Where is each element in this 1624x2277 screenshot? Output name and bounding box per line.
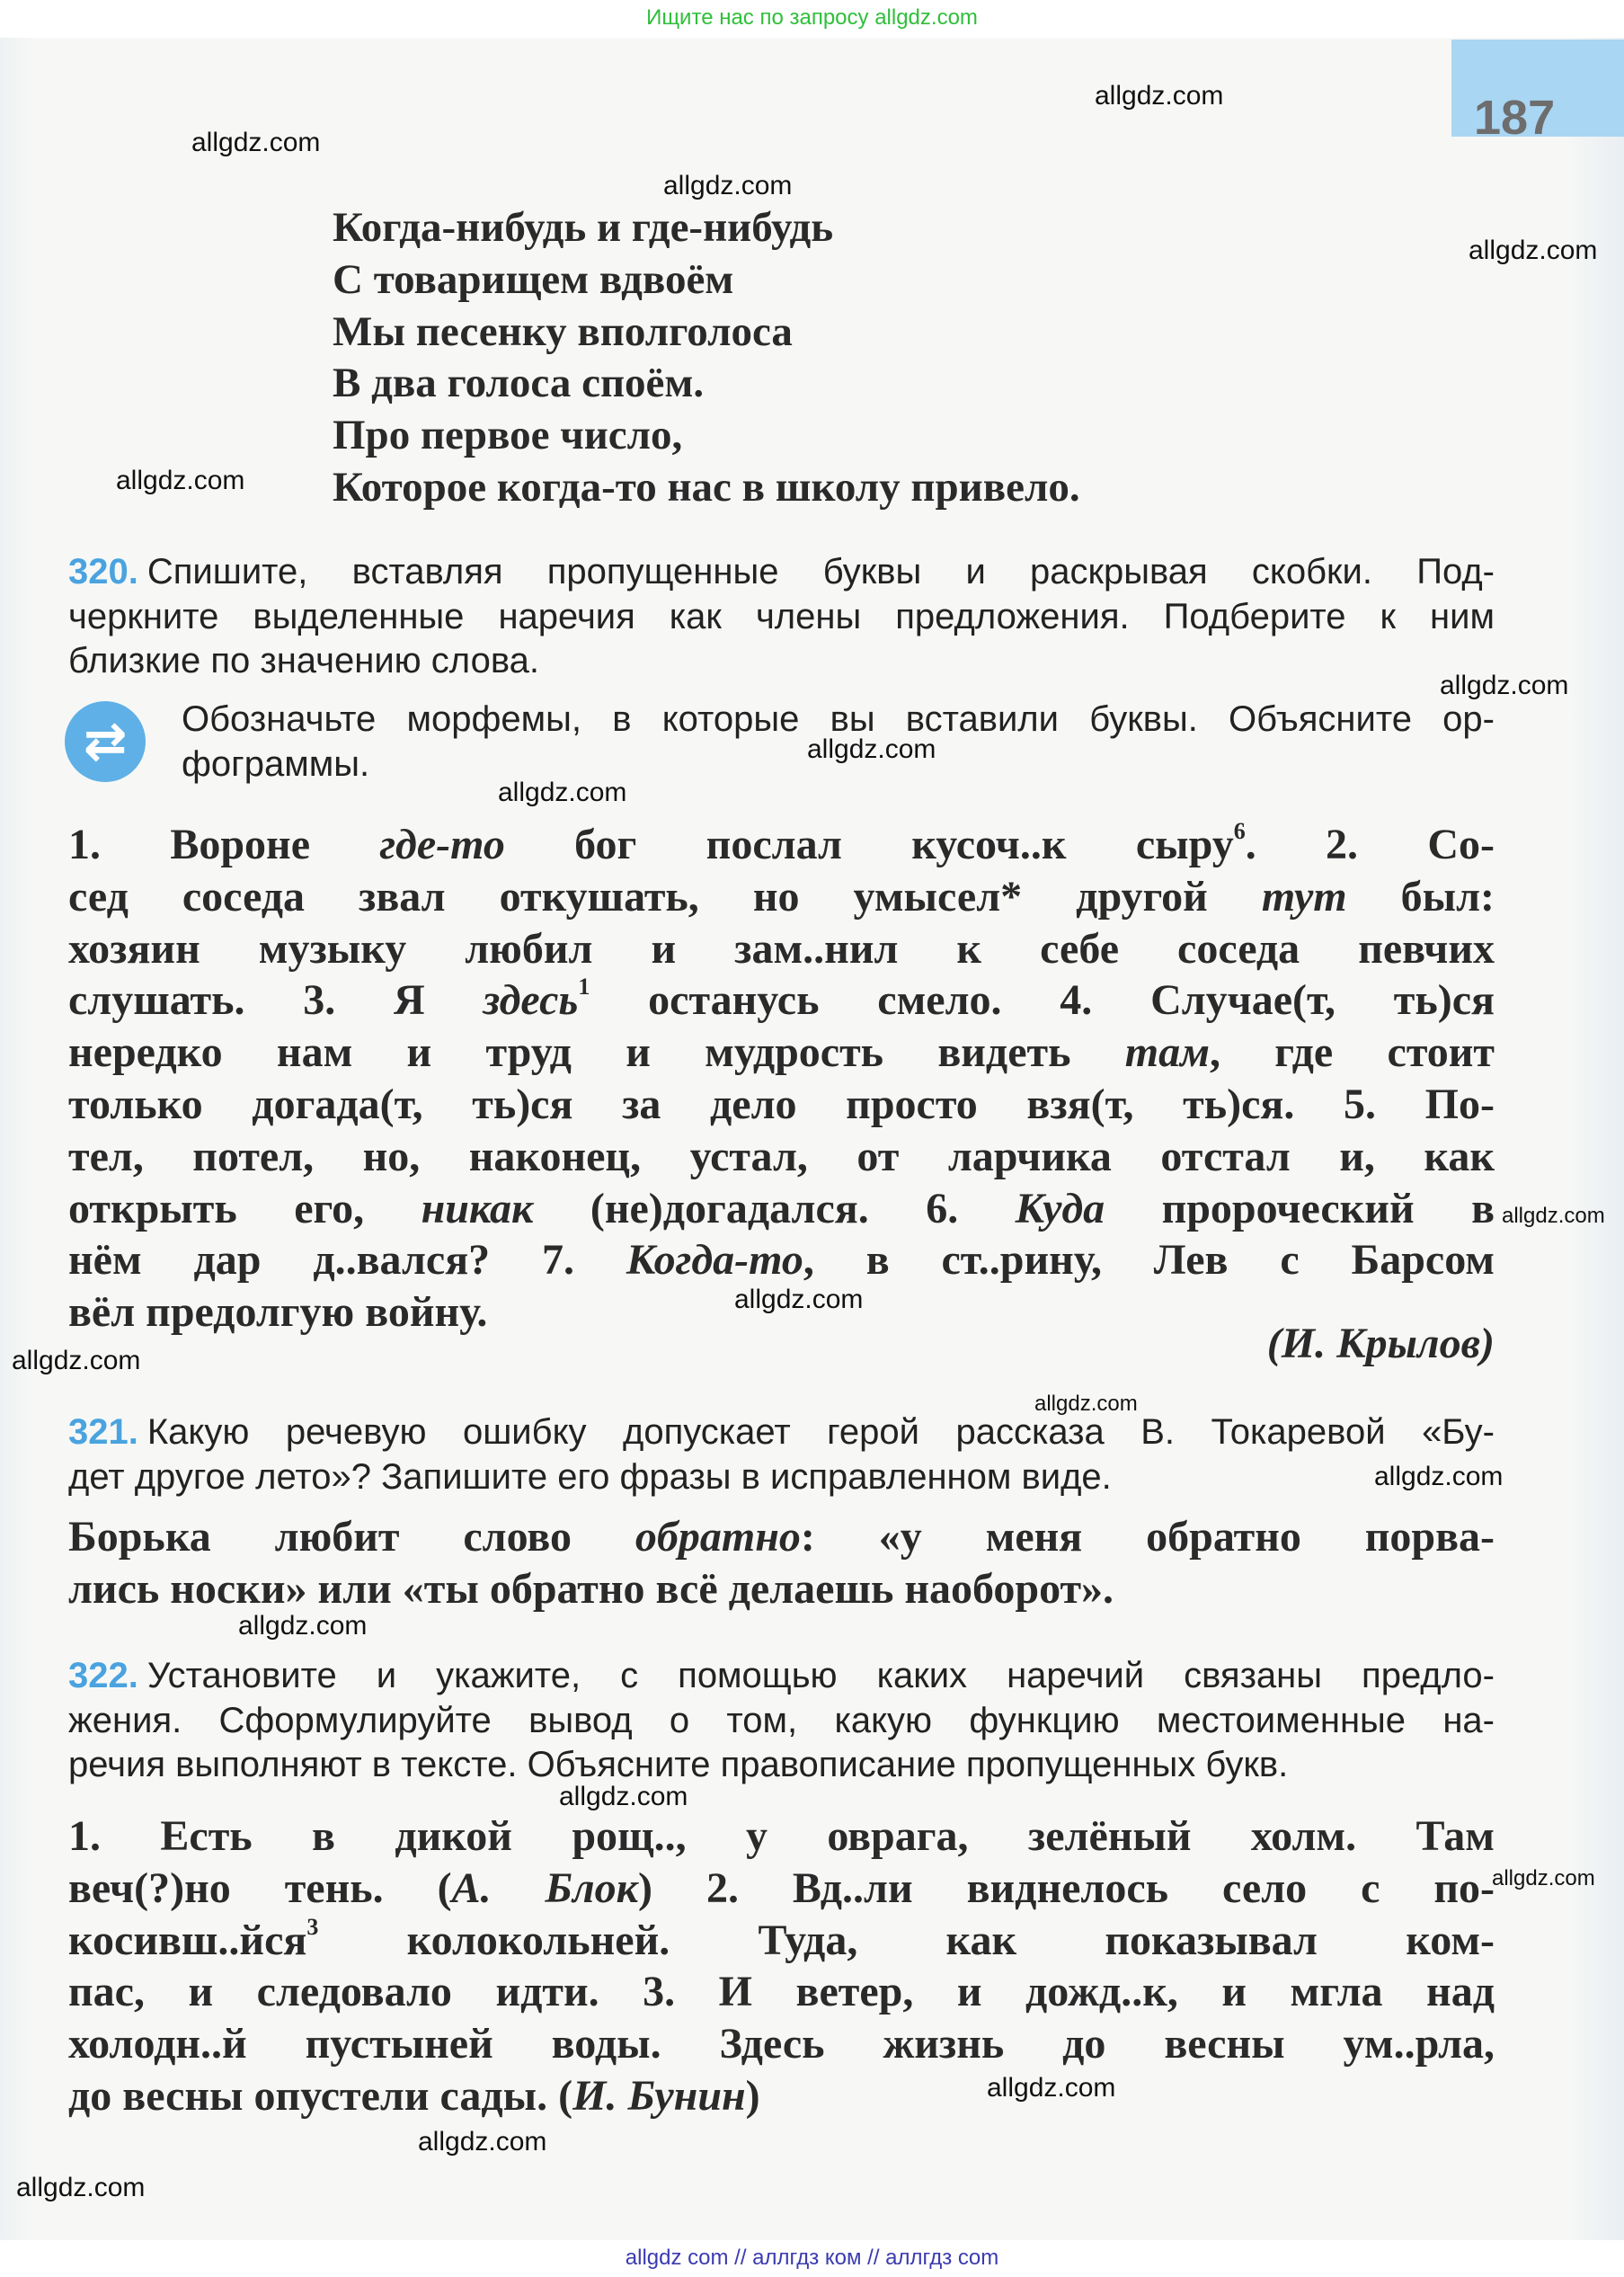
footnote-mark: 3: [306, 1913, 319, 1940]
watermark: allgdz.com: [1440, 671, 1569, 700]
text-segment: бог послал кусоч..к сыру: [504, 821, 1234, 868]
exercise-320-task: [68, 550, 1495, 684]
watermark: allgdz.com: [238, 1611, 368, 1641]
text-segment: тел, потел, но, наконец, устал, от ларчика отстал и, как: [68, 1132, 1495, 1180]
page-number: 187: [1474, 91, 1556, 145]
watermark: allgdz.com: [1095, 81, 1224, 111]
highlighted-adverb: А. Блок: [451, 1863, 639, 1912]
text-line: [68, 2070, 1495, 2122]
highlighted-adverb: где-то: [379, 821, 505, 868]
highlighted-adverb: здесь: [483, 976, 579, 1025]
poem: [333, 202, 1080, 514]
text-segment: пророческий в: [1105, 1184, 1495, 1232]
watermark: allgdz.com: [1469, 236, 1598, 265]
text-segment: ): [745, 2071, 760, 2120]
watermark: allgdz.com: [663, 171, 793, 200]
text-segment: , где стоит: [1209, 1028, 1495, 1077]
exercise-321-text: [68, 1511, 1495, 1615]
footer-links[interactable]: allgdz com // аллгдз ком // аллгдз com: [0, 2240, 1624, 2277]
highlighted-adverb: тут: [1261, 872, 1347, 921]
text-line: [68, 819, 1495, 871]
text-segment: 1. Есть в дикой рощ.., у оврага, зелёный холм. Там: [68, 1812, 1495, 1860]
text-segment: до весны опустели сады. (: [68, 2071, 573, 2120]
highlighted-adverb: никак: [421, 1184, 534, 1232]
watermark: allgdz.com: [418, 2127, 547, 2157]
text-segment: пас, и следовало идти. 3. И ветер, и дожд..к, и мгла над: [68, 1968, 1495, 2016]
text-segment: открыть его,: [68, 1184, 422, 1232]
task-line: Спишите, вставляя пропущенные буквы и раскрывая скобки. Под-: [146, 552, 1495, 591]
text-segment: (не)догадался. 6.: [533, 1184, 1016, 1232]
text-segment: 1. Вороне: [68, 821, 380, 868]
text-segment: нём дар д..вался? 7.: [68, 1236, 626, 1285]
task-line: близкие по значению слова.: [68, 641, 539, 680]
watermark: allgdz.com: [16, 2173, 146, 2202]
exercise-number: 320.: [68, 552, 138, 591]
task-line: фограммы.: [182, 743, 370, 784]
footnote-mark: 1: [578, 974, 590, 1001]
text-line: [68, 1966, 1495, 2018]
text-line: [68, 1810, 1495, 1863]
poem-line: Мы песенку вполголоса: [333, 307, 793, 355]
text-segment: лись носки» или «ты обратно всё делаешь наоборот».: [68, 1564, 1114, 1613]
author-line: [68, 1318, 1495, 1370]
task-line: дет другое лето»? Запишите его фразы в исправленном виде.: [68, 1456, 1112, 1497]
exercise-320-text: [68, 819, 1495, 1339]
text-segment: холодн..й пустыней воды. Здесь жизнь до весны ум..рла,: [68, 2020, 1495, 2068]
repeat-arrows-icon: ⇄: [65, 701, 146, 782]
watermark: allgdz.com: [498, 778, 627, 807]
highlighted-adverb: Когда-то: [626, 1236, 803, 1285]
highlighted-adverb: И. Бунин: [572, 2071, 746, 2120]
text-segment: сед соседа звал откушать, но умысел* другой: [68, 872, 1262, 921]
watermark: allgdz.com: [1492, 1866, 1595, 1890]
exercise-321-task: [68, 1410, 1495, 1499]
task-line: Какую речевую ошибку допускает герой рассказа В. Токаревой «Бу-: [146, 1412, 1495, 1452]
task-line: речия выполняют в тексте. Объясните правописание пропущенных букв.: [68, 1745, 1289, 1784]
exercise-322-task: [68, 1654, 1495, 1788]
text-line: [68, 1131, 1495, 1183]
text-segment: был:: [1346, 872, 1495, 921]
text-segment: останусь смело. 4. Случае(т, ть)ся: [590, 976, 1495, 1025]
watermark: allgdz.com: [559, 1782, 688, 1811]
watermark: allgdz.com: [12, 1346, 141, 1375]
task-line: черкните выделенные наречия как члены предложения. Подберите к ним: [68, 596, 1495, 636]
watermark: allgdz.com: [734, 1285, 864, 1314]
exercise-322-text: [68, 1810, 1495, 2122]
text-line: [68, 1079, 1495, 1131]
text-line: [68, 1563, 1495, 1615]
text-line: [68, 871, 1495, 923]
task-line: Установите и укажите, с помощью каких наречий связаны предло-: [146, 1656, 1495, 1695]
highlighted-adverb: обратно: [635, 1513, 801, 1561]
text-line: [68, 1511, 1495, 1563]
highlighted-adverb: там: [1124, 1028, 1210, 1077]
watermark: allgdz.com: [807, 734, 936, 764]
text-line: [68, 974, 1495, 1027]
poem-line: Про первое число,: [333, 412, 683, 459]
watermark: allgdz.com: [191, 128, 321, 157]
text-line: [68, 1915, 1495, 1967]
text-segment: вёл предолгую войну.: [68, 1288, 488, 1337]
exercise-number: 322.: [68, 1656, 138, 1695]
watermark: allgdz.com: [1374, 1462, 1504, 1491]
text-line: [68, 1863, 1495, 1915]
watermark: allgdz.com: [987, 2073, 1116, 2103]
exercise-number: 321.: [68, 1412, 138, 1452]
text-segment: ) 2. Вд..ли виднелось село с по-: [638, 1863, 1495, 1912]
text-line: [68, 2018, 1495, 2070]
text-segment: слушать. 3. Я: [68, 976, 484, 1025]
poem-line: Которое когда-то нас в школу привело.: [333, 463, 1080, 511]
text-segment: , в ст..рину, Лев с Барсом: [803, 1236, 1495, 1285]
task-line: жения. Сформулируйте вывод о том, какую функцию местоименные на-: [68, 1700, 1495, 1740]
poem-line: Когда-нибудь и где-нибудь: [333, 204, 834, 251]
text-line: [68, 1027, 1495, 1079]
text-segment: колокольней. Туда, как показывал ком-: [318, 1916, 1495, 1964]
text-segment: . 2. Со-: [1245, 821, 1495, 868]
top-banner[interactable]: Ищите нас по запросу allgdz.com: [0, 0, 1624, 38]
highlighted-adverb: Куда: [1015, 1184, 1105, 1232]
watermark: allgdz.com: [1502, 1204, 1605, 1228]
task-line: Обозначьте морфемы, в которые вы вставили буквы. Объясните ор-: [182, 699, 1495, 739]
text-line: [68, 1183, 1495, 1235]
text-line: [68, 923, 1495, 975]
text-segment: веч(?)но тень. (: [68, 1863, 452, 1912]
text-segment: Борька любит слово: [68, 1513, 635, 1561]
text-segment: хозяин музыку любил и зам..нил к себе соседа певчих: [68, 924, 1495, 973]
text-segment: только догада(т, ть)ся за дело просто взя(т, ть)ся. 5. По-: [68, 1080, 1495, 1128]
watermark: allgdz.com: [1034, 1392, 1138, 1416]
text-line: [68, 1234, 1495, 1286]
text-segment: : «у меня обратно порва-: [800, 1513, 1495, 1561]
footnote-mark: 6: [1233, 818, 1246, 844]
poem-line: С товарищем вдвоём: [333, 255, 734, 303]
text-segment: нередко нам и труд и мудрость видеть: [68, 1028, 1125, 1077]
watermark: allgdz.com: [116, 466, 245, 495]
poem-line: В два голоса споём.: [333, 360, 705, 407]
author: (И. Крылов): [1266, 1320, 1495, 1367]
text-segment: косивш..йся: [68, 1916, 307, 1964]
